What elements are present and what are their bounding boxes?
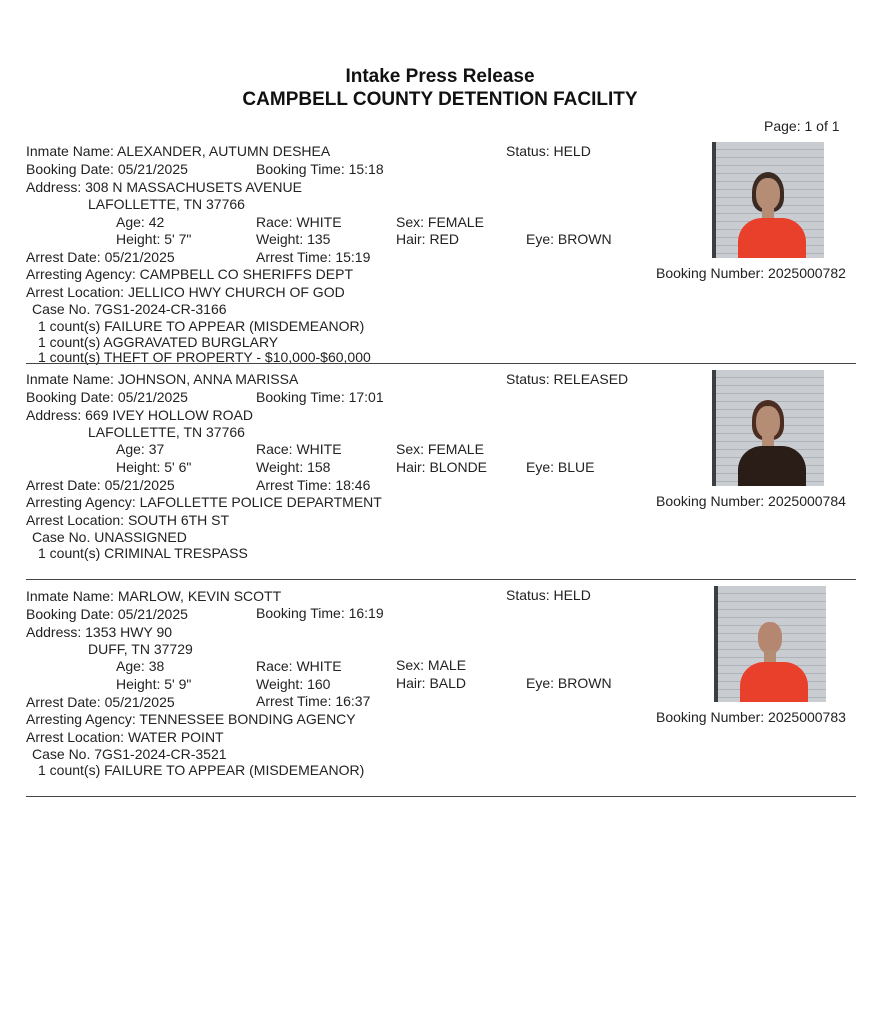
arrest-location: Arrest Location: JELLICO HWY CHURCH OF GOD [26, 284, 345, 300]
mugshot-photo [714, 586, 826, 702]
record-divider [26, 363, 856, 364]
charge-line: 1 count(s) FAILURE TO APPEAR (MISDEMEANOR) [38, 762, 365, 778]
arrest-location: Arrest Location: WATER POINT [26, 729, 224, 745]
race: Race: WHITE [256, 658, 342, 674]
arrest-date: Arrest Date: 05/21/2025 [26, 477, 175, 493]
charge-line: 1 count(s) FAILURE TO APPEAR (MISDEMEANOR) [38, 318, 365, 334]
inmate-name: Inmate Name: JOHNSON, ANNA MARISSA [26, 371, 299, 387]
arrest-time: Arrest Time: 16:37 [256, 693, 371, 709]
arresting-agency: Arresting Agency: TENNESSEE BONDING AGENCY [26, 711, 356, 727]
eye: Eye: BLUE [526, 459, 595, 475]
hair: Hair: BALD [396, 675, 467, 691]
weight: Weight: 160 [256, 676, 331, 692]
charge-line: 1 count(s) THEFT OF PROPERTY - $10,000-$60,000 [38, 349, 371, 365]
arrest-date: Arrest Date: 05/21/2025 [26, 694, 175, 710]
weight: Weight: 135 [256, 231, 331, 247]
page-number: Page: 1 of 1 [764, 118, 840, 134]
document-title: Intake Press Release [345, 66, 535, 87]
eye: Eye: BROWN [526, 231, 612, 247]
booking-date: Booking Date: 05/21/2025 [26, 389, 188, 405]
eye: Eye: BROWN [526, 675, 612, 691]
arrest-time: Arrest Time: 18:46 [256, 477, 371, 493]
weight: Weight: 158 [256, 459, 331, 475]
booking-time: Booking Time: 17:01 [256, 389, 384, 405]
mugshot-photo [712, 142, 824, 258]
height: Height: 5' 7" [116, 231, 192, 247]
inmate-name: Inmate Name: ALEXANDER, AUTUMN DESHEA [26, 143, 331, 159]
height: Height: 5' 9" [116, 676, 192, 692]
booking-time: Booking Time: 16:19 [256, 605, 384, 621]
sex: Sex: MALE [396, 657, 467, 673]
city-state-zip: LAFOLLETTE, TN 37766 [88, 424, 245, 440]
age: Age: 42 [116, 214, 165, 230]
age: Age: 37 [116, 441, 165, 457]
address: Address: 669 IVEY HOLLOW ROAD [26, 407, 253, 423]
record-divider [26, 796, 856, 797]
address: Address: 308 N MASSACHUSETS AVENUE [26, 179, 302, 195]
city-state-zip: DUFF, TN 37729 [88, 641, 193, 657]
case-number: Case No. 7GS1-2024-CR-3166 [32, 301, 227, 317]
arrest-time: Arrest Time: 15:19 [256, 249, 371, 265]
booking-date: Booking Date: 05/21/2025 [26, 161, 188, 177]
hair: Hair: BLONDE [396, 459, 488, 475]
arresting-agency: Arresting Agency: CAMPBELL CO SHERIFFS DEPT [26, 266, 354, 282]
mugshot-photo [712, 370, 824, 486]
age: Age: 38 [116, 658, 165, 674]
race: Race: WHITE [256, 441, 342, 457]
hair: Hair: RED [396, 231, 460, 247]
booking-number: Booking Number: 2025000782 [656, 265, 846, 281]
booking-time: Booking Time: 15:18 [256, 161, 384, 177]
address: Address: 1353 HWY 90 [26, 624, 173, 640]
inmate-name: Inmate Name: MARLOW, KEVIN SCOTT [26, 588, 282, 604]
facility-title: CAMPBELL COUNTY DETENTION FACILITY [242, 89, 638, 110]
booking-date: Booking Date: 05/21/2025 [26, 606, 188, 622]
arrest-location: Arrest Location: SOUTH 6TH ST [26, 512, 230, 528]
booking-number: Booking Number: 2025000784 [656, 493, 846, 509]
case-number: Case No. UNASSIGNED [32, 529, 187, 545]
sex: Sex: FEMALE [396, 214, 484, 230]
charge-line: 1 count(s) AGGRAVATED BURGLARY [38, 334, 279, 350]
height: Height: 5' 6" [116, 459, 192, 475]
inmate-status: Status: HELD [506, 143, 591, 159]
race: Race: WHITE [256, 214, 342, 230]
city-state-zip: LAFOLLETTE, TN 37766 [88, 196, 245, 212]
inmate-status: Status: RELEASED [506, 371, 629, 387]
inmate-status: Status: HELD [506, 587, 591, 603]
arrest-date: Arrest Date: 05/21/2025 [26, 249, 175, 265]
case-number: Case No. 7GS1-2024-CR-3521 [32, 746, 227, 762]
record-divider [26, 579, 856, 580]
sex: Sex: FEMALE [396, 441, 484, 457]
arresting-agency: Arresting Agency: LAFOLLETTE POLICE DEPARTMENT [26, 494, 382, 510]
charge-line: 1 count(s) CRIMINAL TRESPASS [38, 545, 248, 561]
booking-number: Booking Number: 2025000783 [656, 709, 846, 725]
